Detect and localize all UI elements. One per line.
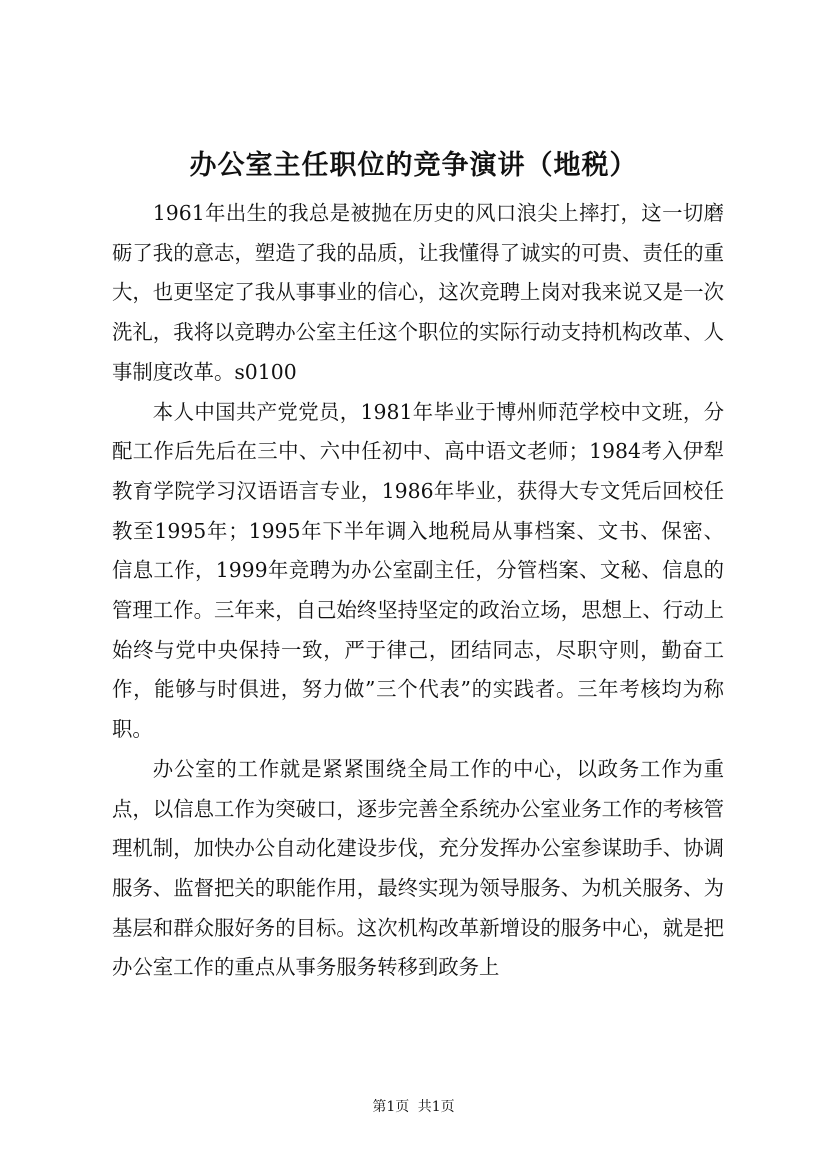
document-title: 办公室主任职位的竞争演讲（地税） [189, 150, 638, 181]
paragraph-1: 1961年出生的我总是被抛在历史的风口浪尖上摔打，这一切磨砺了我的意志，塑造了我的品质，让我懂得了诚实的可贵、责任的重大，也更坚定了我从事事业的信心，这次竞聘上岗对我来说又是一次洗礼，我将以竞聘办公室主任这个职位的实际行动支持机构改革、人事制度改革。s0100 [112, 201, 724, 384]
paragraph-2: 本人中国共产党党员，1981年毕业于博州师范学校中文班，分配工作后先后在三中、六中任初中、高中语文老师；1984考入伊犁教育学院学习汉语语言专业，1986年毕业，获得大专文凭后回校任教至1995年；1995年下半年调入地税局从事档案、文书、保密、信息工作，1999年竞聘为办公室副主任，分管档案、文秘、信息的管理工作。三年来，自己始终坚持坚定的政治立场，思想上、行动上始终与党中央保持一致，严于律己，团结同志，尽职守则，勤奋工作，能够与时俱进，努力做”三个代表”的实践者。三年考核均为称职。 [112, 399, 724, 742]
paragraph-3: 办公室的工作就是紧紧围绕全局工作的中心，以政务工作为重点，以信息工作为突破口，逐步完善全系统办公室业务工作的考核管理机制，加快办公自动化建设步伐，充分发挥办公室参谋助手、协调服务、监督把关的职能作用，最终实现为领导服务、为机关服务、为基层和群众服好务的目标。这次机构改革新增设的服务中心，就是把办公室工作的重点从事务服务转移到政务上 [112, 756, 724, 980]
page-footer: 第1页 共1页 [372, 1099, 455, 1115]
document-body [112, 194, 724, 988]
